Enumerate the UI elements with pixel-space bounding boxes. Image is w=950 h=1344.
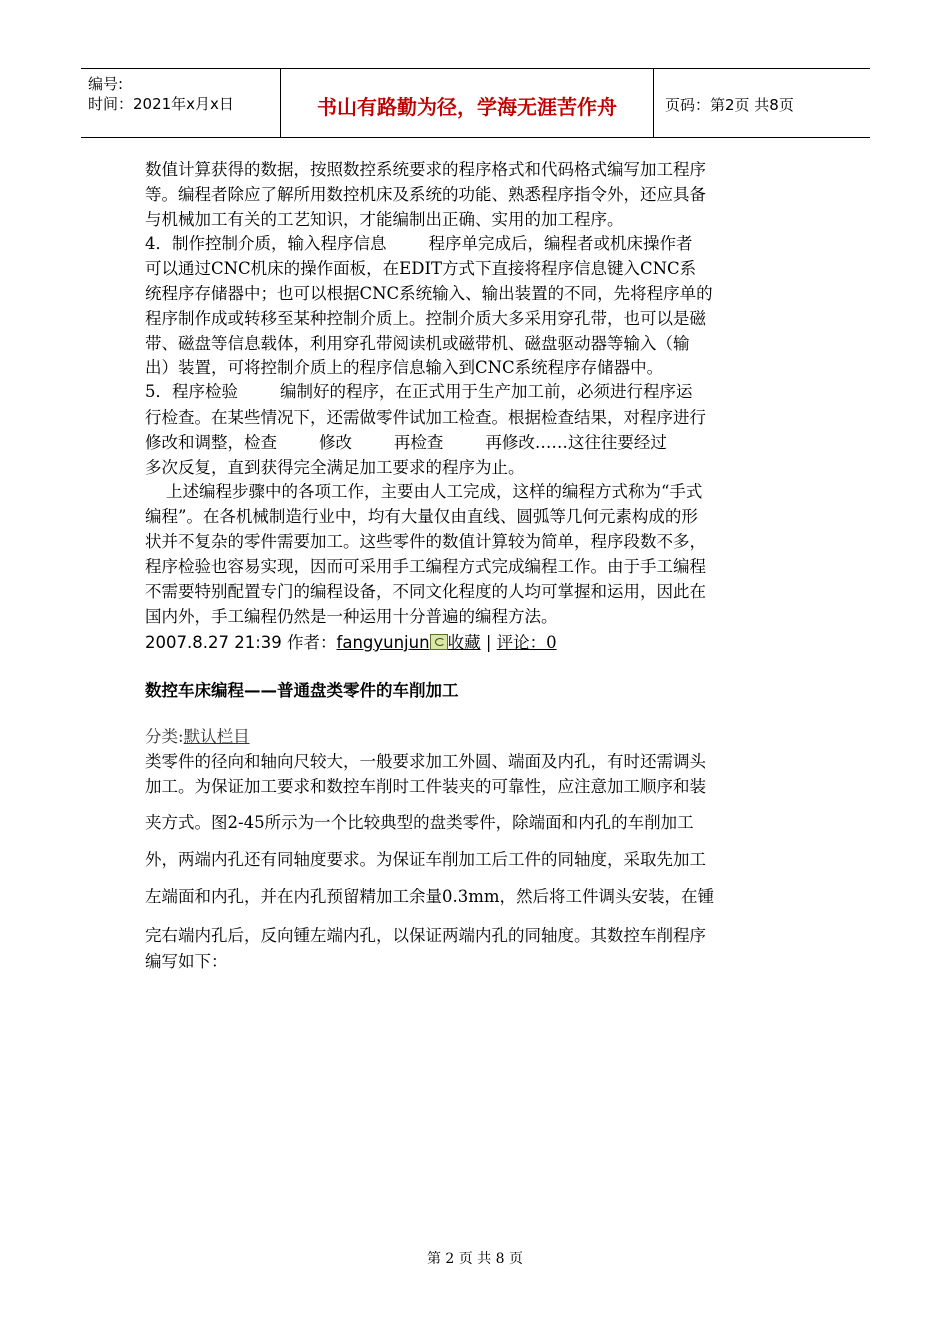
favorite-link[interactable]: 收藏: [447, 633, 481, 652]
paragraph-line: 状并不复杂的零件需要加工。这些零件的数值计算较为简单，程序段数不多，: [145, 532, 706, 551]
paragraph-line: 加工。为保证加工要求和数控车削时工件装夹的可靠性，应注意加工顺序和装: [145, 777, 706, 796]
header-page-cell: [654, 69, 870, 137]
paragraph-line: 与机械加工有关的工艺知识，才能编制出正确、实用的加工程序。: [145, 210, 624, 229]
category-link[interactable]: 默认栏目: [183, 727, 250, 746]
header-motto-cell: [281, 69, 654, 137]
post-author-label: 作者：: [287, 633, 337, 652]
paragraph-line: 不需要特别配置专门的编程设备，不同文化程度的人均可掌握和运用，因此在: [145, 582, 706, 601]
paragraph-line: 上述编程步骤中的各项工作，主要由人工完成，这样的编程方式称为“手式: [145, 482, 703, 501]
header-motto: 书山有路勤为径，学海无涯苦作舟: [317, 95, 617, 119]
paragraph-line: 可以通过CNC机床的操作面板，在EDIT方式下直接将程序信息键入CNC系: [145, 259, 697, 278]
paragraph-line: 4．制作控制介质，输入程序信息 程序单完成后，编程者或机床操作者: [145, 234, 693, 253]
paragraph-line: 带、磁盘等信息载体，利用穿孔带阅读机或磁带机、磁盘驱动器等输入（输: [145, 334, 690, 353]
paragraph-line: 数值计算获得的数据，按照数控系统要求的程序格式和代码格式编写加工程序: [145, 160, 706, 179]
header-page-info: 页码：第2页 共8页: [665, 96, 794, 114]
category-label: 分类:: [145, 727, 184, 746]
page-footer: 第 2 页 共 8 页: [426, 1251, 524, 1267]
post-author-link[interactable]: fangyunjun: [336, 633, 430, 652]
paragraph-line: 外，两端内孔还有同轴度要求。为保证车削加工后工件的同轴度，采取先加工: [145, 850, 706, 869]
comment-link[interactable]: 评论：0: [496, 633, 557, 652]
paragraph-line: 完右端内孔后，反向锺左端内孔，以保证两端内孔的同轴度。其数控车削程序: [145, 926, 706, 945]
paragraph-line: 多次反复，直到获得完全满足加工要求的程序为止。: [145, 458, 525, 477]
paragraph-line: 等。编程者除应了解所用数控机床及系统的功能、熟悉程序指令外，还应具备: [145, 185, 706, 204]
favorite-icon[interactable]: [430, 634, 448, 650]
article-title: 数控车床编程——普通盘类零件的车削加工: [145, 681, 459, 700]
paragraph-line: 编写如下：: [145, 952, 228, 971]
paragraph-line: 出）装置，可将控制介质上的程序信息输入到CNC系统程序存储器中。: [145, 358, 664, 377]
header-time-label: 时间：2021年x月x日: [88, 95, 234, 113]
paragraph-line: 程序制作成或转移至某种控制介质上。控制介质大多采用穿孔带，也可以是磁: [145, 309, 706, 328]
category-line: [145, 729, 825, 746]
paragraph-line: 程序检验也容易实现，因而可采用手工编程方式完成编程工作。由于手工编程: [145, 557, 706, 576]
paragraph-line: 国内外，手工编程仍然是一种运用十分普遍的编程方法。: [145, 607, 558, 626]
paragraph-line: 统程序存储器中；也可以根据CNC系统输入、输出装置的不同，先将程序单的: [145, 284, 713, 303]
paragraph-line: 编程”。在各机械制造行业中，均有大量仅由直线、圆弧等几何元素构成的形: [145, 507, 698, 526]
post-datetime: 2007.8.27 21:39: [145, 633, 282, 652]
meta-separator: |: [485, 633, 492, 652]
header-info-cell: [81, 69, 281, 137]
paragraph-line: 左端面和内孔，并在内孔预留精加工余量0.3mm，然后将工件调头安装，在锺: [145, 887, 715, 906]
page-header: [81, 68, 870, 138]
paragraph-line: 夹方式。图2-45所示为一个比较典型的盘类零件，除端面和内孔的车削加工: [145, 813, 694, 832]
paragraph-line: 类零件的径向和轴向尺较大，一般要求加工外圆、端面及内孔，有时还需调头: [145, 752, 706, 771]
post-meta: [145, 634, 825, 652]
paragraph-line: 行检查。在某些情况下，还需做零件试加工检查。根据检查结果，对程序进行: [145, 408, 706, 427]
paragraph-line: 5．程序检验 编制好的程序，在正式用于生产加工前，必须进行程序运: [145, 382, 693, 401]
header-number-label: 编号:: [88, 75, 124, 93]
paragraph-line: 修改和调整，检查 修改 再检查 再修改……这往往要经过: [145, 433, 667, 452]
